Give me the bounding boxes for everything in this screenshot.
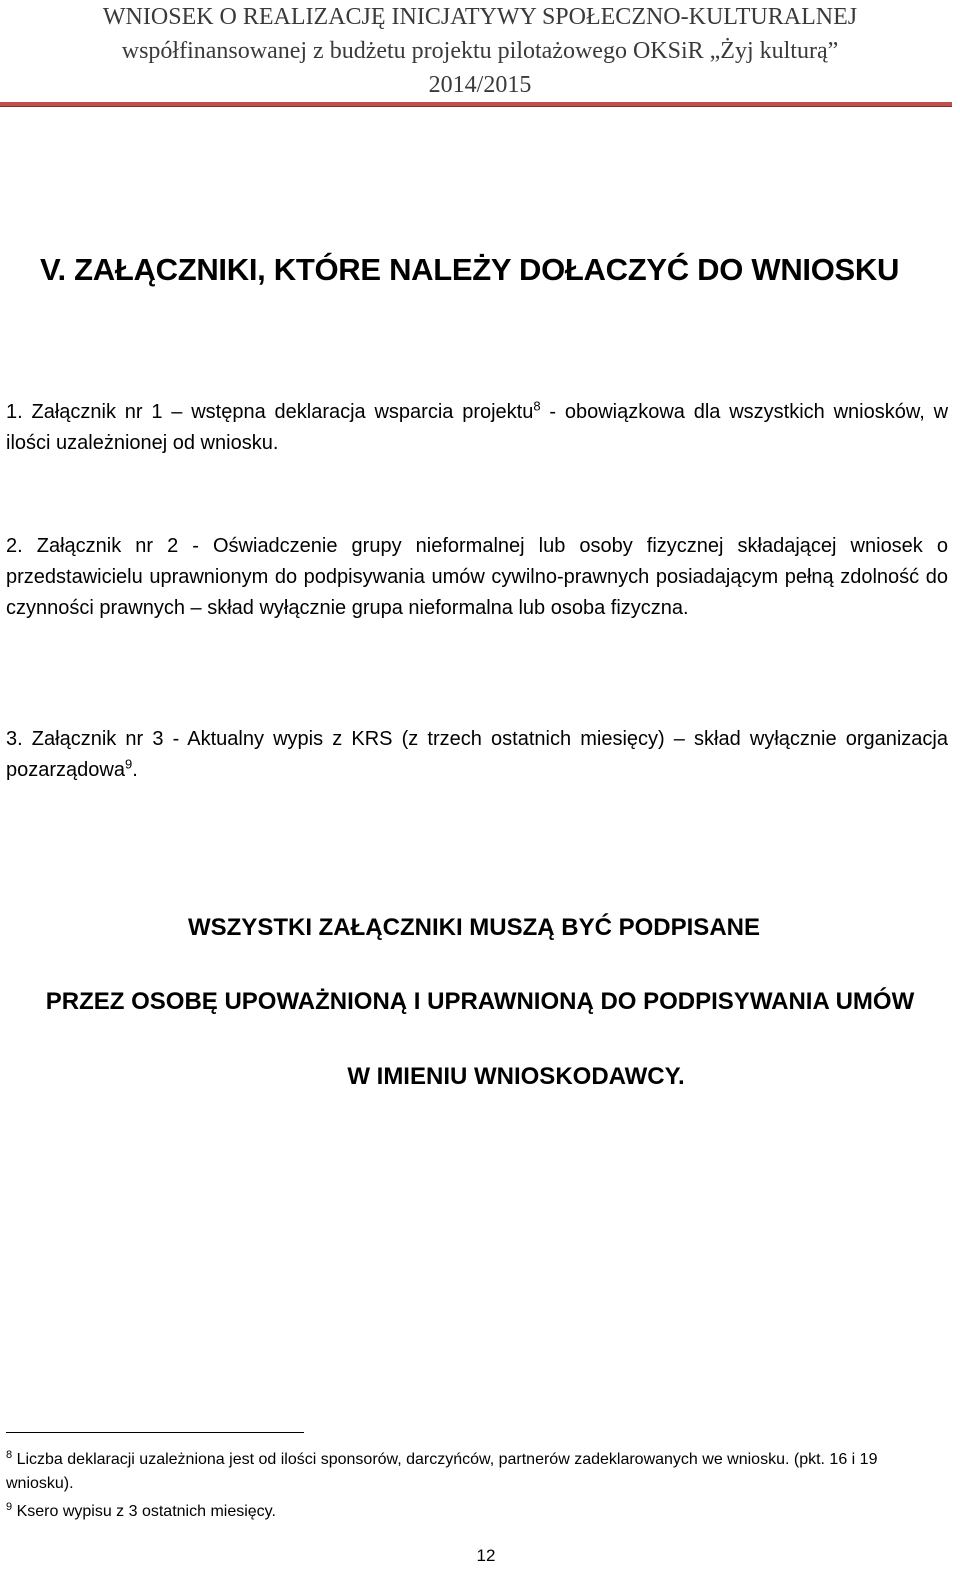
footnote-ref-8[interactable]: 8: [533, 398, 541, 414]
header-subtitle: współfinansowanej z budżetu projektu pilotażowego OKSiR „Żyj kulturą”: [121, 38, 839, 64]
footnote-8-text: Liczba deklaracji uzależniona jest od ilości sponsorów, darczyńców, partnerów zadeklarowanych we wniosku. (pkt. 16 i 19 wniosku).: [6, 1451, 878, 1492]
attachment-item-3: [6, 724, 948, 786]
footnote-9-number: 9: [6, 1501, 13, 1513]
attachment-item-1-text-cont: - obowiązkowa dla wszystkich wniosków, w ilości uzależnionej od wniosku.: [6, 401, 949, 454]
footnote-8: [6, 1448, 946, 1496]
attachment-item-3-text-cont: .: [132, 759, 138, 781]
footnote-9: [6, 1500, 946, 1524]
document-header: [0, 0, 960, 102]
footnote-separator: [6, 1432, 304, 1433]
header-title: WNIOSEK O REALIZACJĘ INICJATYWY SPOŁECZNO-KULTURALNEJ: [102, 4, 858, 30]
attachment-item-1-text: 1. Załącznik nr 1 – wstępna deklaracja wsparcia projektu: [6, 401, 534, 423]
notice-line-2: PRZEZ OSOBĘ UPOWAŻNIONĄ I UPRAWNIONĄ DO PODPISYWANIA UMÓW: [45, 988, 915, 1015]
attachment-item-1: [6, 397, 948, 459]
notice-line-1: WSZYSTKI ZAŁĄCZNIKI MUSZĄ BYĆ PODPISANE: [187, 914, 760, 941]
notice-line-3: W IMIENIU WNIOSKODAWCY.: [347, 1063, 685, 1090]
footnote-ref-9[interactable]: 9: [124, 756, 133, 772]
header-year: 2014/2015: [428, 72, 532, 98]
footnote-8-number: 8: [6, 1449, 13, 1461]
attachment-item-3-text: 3. Załącznik nr 3 - Aktualny wypis z KRS (z trzech ostatnich miesięcy) – skład wyłącznie organizacja pozarządowa: [6, 728, 948, 781]
section-title: V. ZAŁĄCZNIKI, KTÓRE NALEŻY DOŁACZYĆ DO WNIOSKU: [40, 252, 900, 287]
page-number: 12: [476, 1546, 496, 1565]
attachment-item-2: 2. Załącznik nr 2 - Oświadczenie grupy nieformalnej lub osoby fizycznej składającej wniosek o przedstawicielu uprawnionym do podpisywania umów cywilno-prawnych posiadającym pełną zdolność do czynności prawnych – skład wyłącznie grupa nieformalna lub osoba fizyczna.: [6, 535, 948, 619]
footnote-9-text: Ksero wypisu z 3 ostatnich miesięcy.: [12, 1503, 276, 1520]
header-divider: [0, 102, 952, 107]
